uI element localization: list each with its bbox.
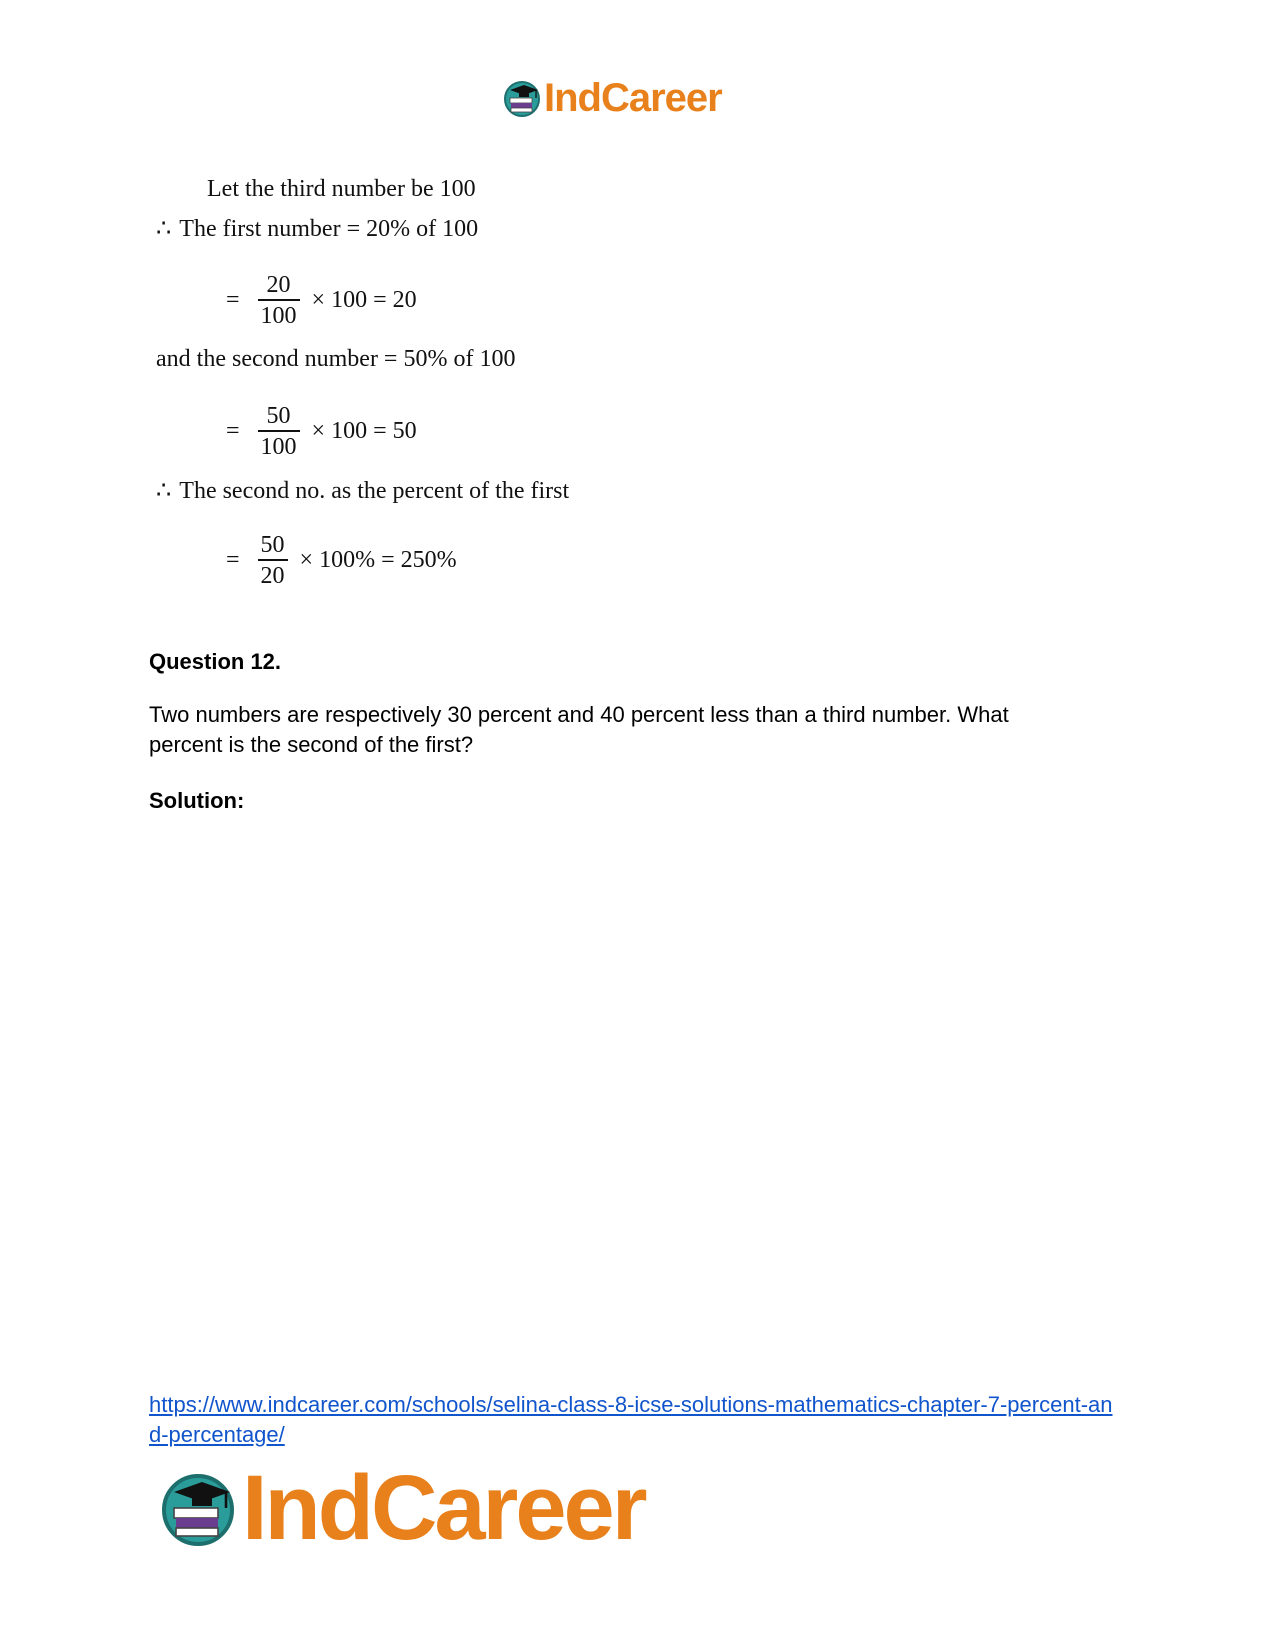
fraction: $\frac{20}{100}$	[258, 271, 300, 331]
logo-text: IndCareer	[544, 76, 722, 120]
fraction: $\frac{50}{20}$	[258, 531, 288, 591]
therefore-symbol: ∴	[156, 478, 172, 504]
question-text: Two numbers are respectively 30 percent and 40 percent less than a third number. What percent is the second of the first?	[149, 702, 1009, 757]
footer-logo	[158, 1457, 645, 1559]
solution-line: Let the third number be 100	[207, 176, 476, 202]
solution-heading: Solution:	[149, 788, 245, 813]
solution-line: ∴ The first number = 20% of 100	[156, 216, 479, 242]
fraction: $\frac{50}{100}$	[258, 402, 300, 462]
solution-line: and the second number = 50% of 100	[156, 346, 516, 372]
equation-row: = $\frac{50}{100}$ × 100 = 50	[226, 403, 417, 460]
solution-line: ∴ The second no. as the percent of the first	[156, 478, 570, 504]
equation-row: = $\frac{50}{20}$ × 100% = 250%	[226, 532, 457, 589]
equation-row: = $\frac{20}{100}$ × 100 = 20	[226, 272, 417, 329]
source-page-link[interactable]: https://www.indcareer.com/schools/selina-class-8-icse-solutions-mathematics-chapter-7-percent-and-percentage/	[149, 1392, 1113, 1447]
therefore-symbol: ∴	[156, 216, 172, 242]
question-heading: Question 12.	[149, 649, 282, 674]
header-logo	[502, 78, 722, 118]
graduation-cap-books-globe-icon	[502, 78, 542, 118]
graduation-cap-books-globe-icon	[158, 1468, 238, 1548]
logo-text: IndCareer	[242, 1457, 645, 1559]
